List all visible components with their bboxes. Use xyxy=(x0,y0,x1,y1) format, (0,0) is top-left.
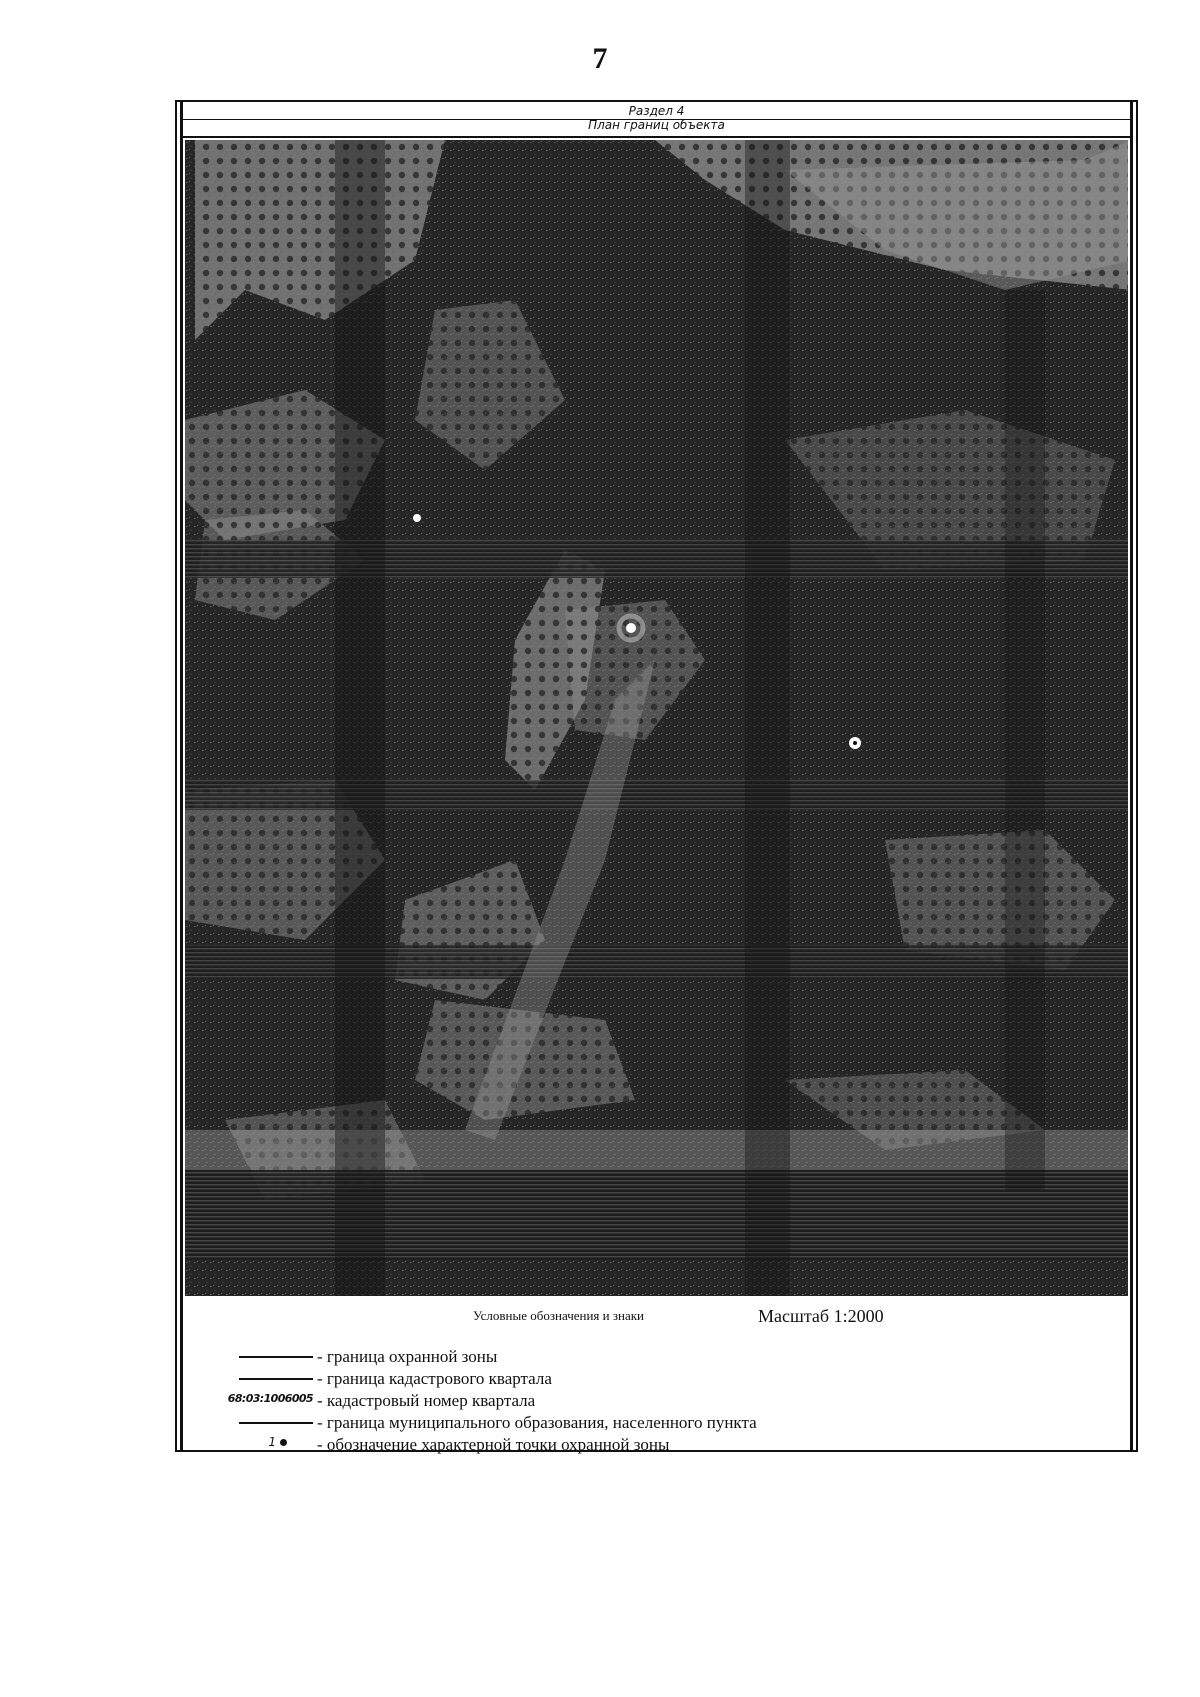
aerial-map-image xyxy=(185,140,1128,1296)
plan-title: План границ объекта xyxy=(588,118,725,132)
legend-item-label: - обозначение характерной точки охранной зоны xyxy=(317,1435,670,1454)
page-number: 7 xyxy=(592,42,608,75)
legend-item-label: - граница охранной зоны xyxy=(317,1347,498,1366)
legend-item-municipal-boundary xyxy=(183,1412,757,1434)
scale-label: Масштаб 1:2000 xyxy=(758,1306,884,1326)
frame-line-right xyxy=(1130,102,1133,1450)
aerial-map xyxy=(185,140,1128,1296)
plan-sheet xyxy=(175,100,1138,1452)
boundary-line-icon xyxy=(239,1422,313,1424)
section-label: Раздел 4 xyxy=(628,104,685,118)
boundary-line-icon xyxy=(239,1378,313,1380)
header-divider xyxy=(183,119,1130,120)
point-label: 1 xyxy=(268,1435,276,1449)
legend-item-protection-zone xyxy=(183,1346,497,1368)
legend-title: Условные обозначения и знаки xyxy=(473,1308,644,1323)
frame-line-left xyxy=(180,102,183,1450)
boundary-line-icon xyxy=(239,1356,313,1358)
legend-item-label: - граница муниципального образования, населенного пункта xyxy=(317,1413,757,1432)
cadastral-code-sample: 68:03:1006005 xyxy=(227,1392,313,1405)
sheet-header xyxy=(183,102,1130,138)
legend-item-characteristic-point xyxy=(183,1434,669,1456)
legend-item-cadastral-boundary xyxy=(183,1368,552,1390)
legend-item-label: - кадастровый номер квартала xyxy=(317,1391,536,1410)
legend-item-cadastral-number xyxy=(183,1390,535,1412)
legend xyxy=(183,1298,1130,1454)
legend-item-label: - граница кадастрового квартала xyxy=(317,1369,552,1388)
point-marker-icon xyxy=(268,1435,287,1449)
